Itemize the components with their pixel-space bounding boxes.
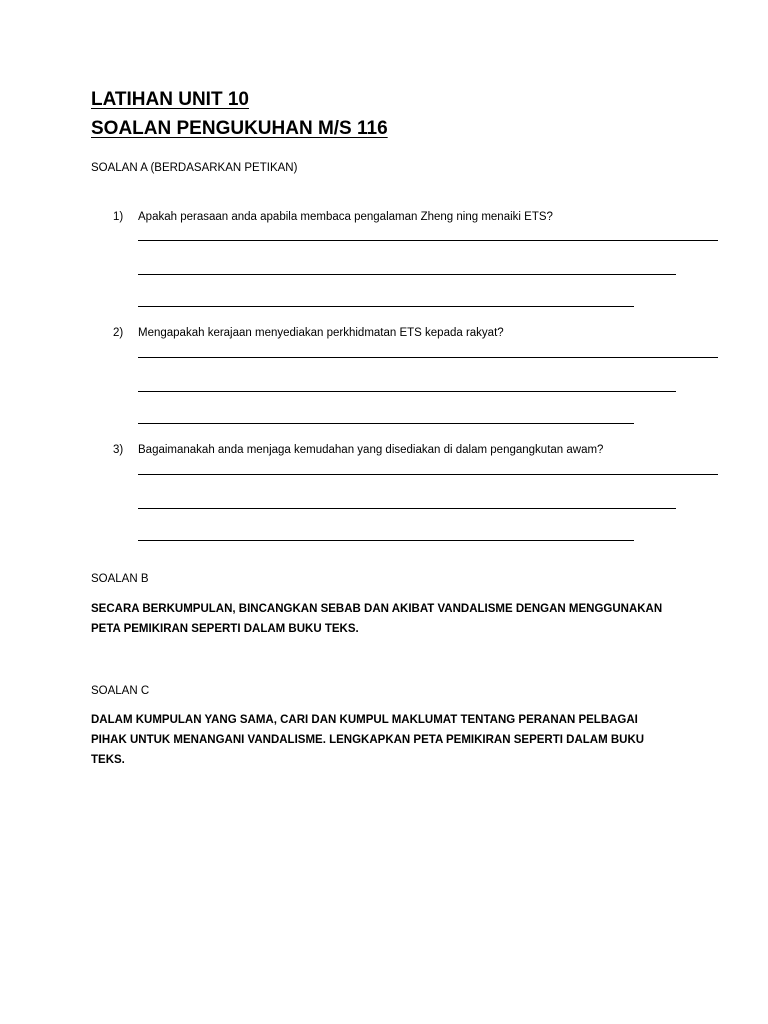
answer-line-1a[interactable]: [138, 240, 718, 241]
answer-line-2a[interactable]: [138, 357, 718, 358]
question-1-number: 1): [113, 211, 124, 223]
question-3-number: 3): [113, 444, 124, 456]
answer-line-3b[interactable]: [138, 508, 676, 509]
section-b-line-1: SECARA BERKUMPULAN, BINCANGKAN SEBAB DAN AKIBAT VANDALISME DENGAN MENGGUNAKAN: [91, 603, 663, 615]
question-3-text: Bagaimanakah anda menjaga kemudahan yang disediakan di dalam pengangkutan awam?: [138, 444, 604, 456]
section-c-heading: SOALAN C: [91, 685, 150, 697]
answer-line-2c[interactable]: [138, 423, 634, 424]
title-subheading: SOALAN PENGUKUHAN M/S 116: [91, 118, 388, 139]
question-1-text: Apakah perasaan anda apabila membaca pengalaman Zheng ning menaiki ETS?: [138, 211, 553, 223]
section-c-line-1: DALAM KUMPULAN YANG SAMA, CARI DAN KUMPUL MAKLUMAT TENTANG PERANAN PELBAGAI: [91, 714, 638, 726]
answer-line-2b[interactable]: [138, 391, 676, 392]
answer-line-3a[interactable]: [138, 474, 718, 475]
answer-line-3c[interactable]: [138, 540, 634, 541]
section-a-heading: SOALAN A (BERDASARKAN PETIKAN): [91, 162, 298, 174]
question-2-number: 2): [113, 327, 124, 339]
title-unit: LATIHAN UNIT 10: [91, 89, 249, 110]
section-b-heading: SOALAN B: [91, 573, 149, 585]
answer-line-1b[interactable]: [138, 274, 676, 275]
section-c-line-3: TEKS.: [91, 754, 125, 766]
section-b-line-2: PETA PEMIKIRAN SEPERTI DALAM BUKU TEKS.: [91, 623, 359, 635]
question-2-text: Mengapakah kerajaan menyediakan perkhidmatan ETS kepada rakyat?: [138, 327, 504, 339]
section-c-line-2: PIHAK UNTUK MENANGANI VANDALISME. LENGKAPKAN PETA PEMIKIRAN SEPERTI DALAM BUKU: [91, 734, 645, 746]
answer-line-1c[interactable]: [138, 306, 634, 307]
